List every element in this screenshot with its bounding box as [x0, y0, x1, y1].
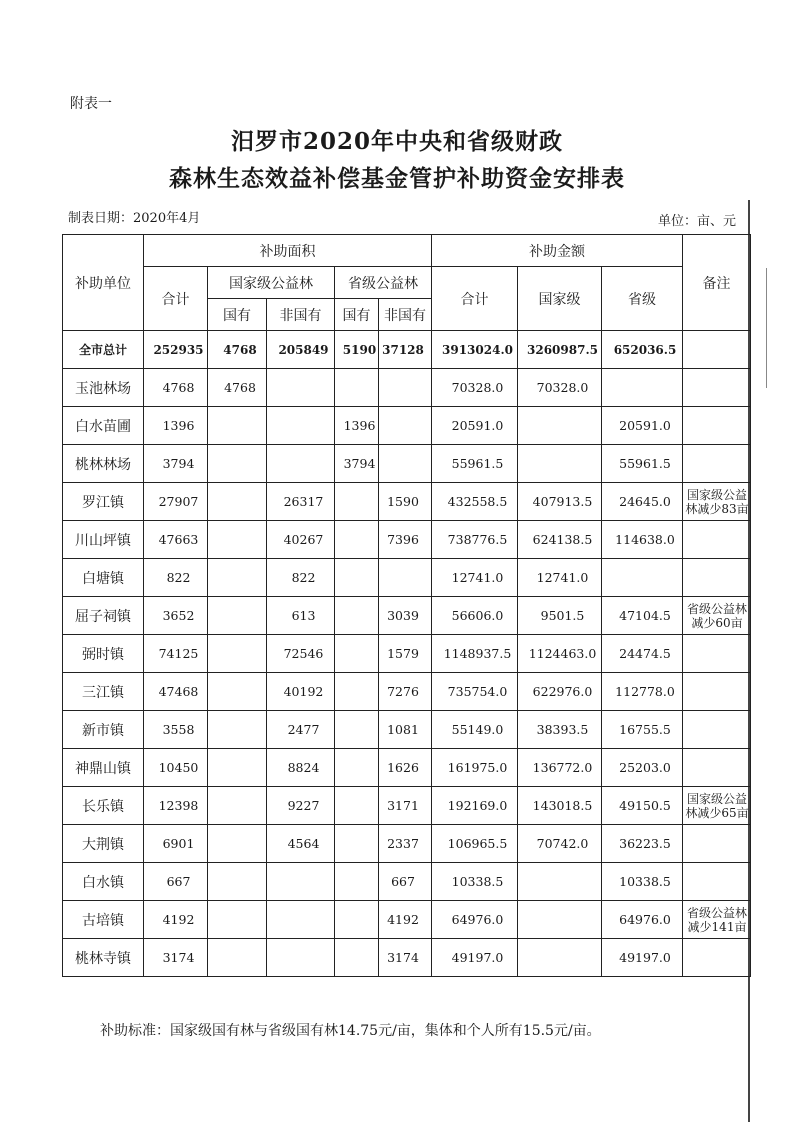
table-unit: 单位：亩、元	[658, 214, 737, 229]
cell-amount-provincial	[602, 559, 683, 597]
table-row	[63, 673, 751, 711]
cell-amount-total: 55149.0	[432, 711, 518, 749]
cell-remark	[683, 559, 751, 597]
cell-amount-total: 106965.5	[432, 825, 518, 863]
table-row	[63, 483, 751, 521]
cell-provincial-state: 1396	[335, 407, 379, 445]
cell-amount-national: 1124463.0	[518, 635, 602, 673]
cell-national-non-state: 822	[267, 559, 335, 597]
cell-national-state	[208, 711, 267, 749]
cell-unit-name: 罗江镇	[63, 483, 144, 521]
cell-amount-provincial: 20591.0	[602, 407, 683, 445]
cell-remark	[683, 673, 751, 711]
cell-area-total: 3652	[144, 597, 208, 635]
cell-provincial-state	[335, 901, 379, 939]
cell-unit-name: 白塘镇	[63, 559, 144, 597]
cell-area-total: 3174	[144, 939, 208, 977]
cell-national-state	[208, 863, 267, 901]
cell-amount-provincial: 36223.5	[602, 825, 683, 863]
cell-national-state: 4768	[208, 331, 267, 369]
cell-amount-national: 70328.0	[518, 369, 602, 407]
cell-amount-national: 38393.5	[518, 711, 602, 749]
cell-provincial-state	[335, 749, 379, 787]
header-provincial-state: 国有	[335, 299, 379, 331]
cell-unit-name: 神鼎山镇	[63, 749, 144, 787]
cell-remark	[683, 445, 751, 483]
cell-amount-total: 10338.5	[432, 863, 518, 901]
cell-provincial-non-state	[379, 559, 432, 597]
cell-amount-total: 56606.0	[432, 597, 518, 635]
cell-national-non-state	[267, 445, 335, 483]
cell-national-non-state: 2477	[267, 711, 335, 749]
cell-area-total: 3558	[144, 711, 208, 749]
cell-amount-national: 12741.0	[518, 559, 602, 597]
cell-amount-total: 55961.5	[432, 445, 518, 483]
cell-amount-provincial: 25203.0	[602, 749, 683, 787]
table-row	[63, 521, 751, 559]
cell-unit-name: 屈子祠镇	[63, 597, 144, 635]
cell-provincial-non-state: 3039	[379, 597, 432, 635]
cell-remark	[683, 749, 751, 787]
header-remark: 备注	[683, 235, 751, 331]
cell-provincial-state	[335, 521, 379, 559]
header-national-state: 国有	[208, 299, 267, 331]
cell-amount-provincial: 652036.5	[602, 331, 683, 369]
cell-amount-national: 143018.5	[518, 787, 602, 825]
header-national-non-state: 非国有	[267, 299, 335, 331]
cell-national-state	[208, 407, 267, 445]
cell-unit-name: 川山坪镇	[63, 521, 144, 559]
cell-provincial-non-state: 2337	[379, 825, 432, 863]
table-row	[63, 369, 751, 407]
table-body	[63, 331, 751, 977]
table-row	[63, 559, 751, 597]
cell-remark	[683, 369, 751, 407]
cell-provincial-non-state	[379, 445, 432, 483]
cell-national-non-state	[267, 863, 335, 901]
cell-amount-provincial: 49150.5	[602, 787, 683, 825]
cell-amount-provincial: 10338.5	[602, 863, 683, 901]
cell-amount-total: 3913024.0	[432, 331, 518, 369]
scan-edge-line-secondary	[766, 268, 767, 388]
table-row	[63, 407, 751, 445]
cell-provincial-state	[335, 711, 379, 749]
cell-national-non-state	[267, 407, 335, 445]
cell-provincial-non-state: 7276	[379, 673, 432, 711]
table-row	[63, 825, 751, 863]
cell-remark: 省级公益林减少60亩	[683, 597, 751, 635]
cell-provincial-state: 3794	[335, 445, 379, 483]
cell-national-non-state	[267, 901, 335, 939]
cell-national-state	[208, 445, 267, 483]
cell-national-state	[208, 635, 267, 673]
cell-provincial-state	[335, 483, 379, 521]
cell-national-state	[208, 559, 267, 597]
cell-provincial-non-state	[379, 407, 432, 445]
cell-provincial-non-state: 7396	[379, 521, 432, 559]
cell-unit-name: 白水镇	[63, 863, 144, 901]
cell-provincial-non-state: 1590	[379, 483, 432, 521]
cell-amount-national: 407913.5	[518, 483, 602, 521]
cell-area-total: 3794	[144, 445, 208, 483]
cell-national-non-state: 4564	[267, 825, 335, 863]
cell-national-non-state: 205849	[267, 331, 335, 369]
cell-unit-name: 大荆镇	[63, 825, 144, 863]
cell-national-state	[208, 673, 267, 711]
cell-area-total: 6901	[144, 825, 208, 863]
page-subtitle: 森林生态效益补偿基金管护补助资金安排表	[169, 165, 625, 192]
cell-amount-provincial: 114638.0	[602, 521, 683, 559]
cell-national-non-state: 9227	[267, 787, 335, 825]
cell-provincial-state	[335, 825, 379, 863]
cell-area-total: 4768	[144, 369, 208, 407]
cell-remark	[683, 863, 751, 901]
cell-amount-provincial: 47104.5	[602, 597, 683, 635]
cell-amount-national: 3260987.5	[518, 331, 602, 369]
cell-remark: 国家级公益林减少65亩	[683, 787, 751, 825]
appendix-label: 附表一	[70, 96, 112, 112]
header-provincial-forest: 省级公益林	[335, 267, 432, 299]
cell-provincial-state	[335, 863, 379, 901]
table-row	[63, 787, 751, 825]
cell-unit-name: 桃林寺镇	[63, 939, 144, 977]
cell-area-total: 252935	[144, 331, 208, 369]
cell-provincial-non-state: 37128	[379, 331, 432, 369]
cell-provincial-non-state: 1081	[379, 711, 432, 749]
cell-amount-national: 70742.0	[518, 825, 602, 863]
header-amount-provincial: 省级	[602, 267, 683, 331]
cell-unit-name: 玉池林场	[63, 369, 144, 407]
cell-remark: 省级公益林减少141亩	[683, 901, 751, 939]
cell-unit-name: 长乐镇	[63, 787, 144, 825]
cell-national-non-state	[267, 939, 335, 977]
header-area: 补助面积	[144, 235, 432, 267]
cell-amount-national: 622976.0	[518, 673, 602, 711]
cell-amount-provincial	[602, 369, 683, 407]
cell-amount-total: 432558.5	[432, 483, 518, 521]
header-amount: 补助金额	[432, 235, 683, 267]
cell-provincial-state	[335, 597, 379, 635]
cell-amount-national	[518, 863, 602, 901]
cell-area-total: 27907	[144, 483, 208, 521]
cell-remark	[683, 711, 751, 749]
cell-provincial-state	[335, 369, 379, 407]
table-row	[63, 939, 751, 977]
cell-unit-name: 弼时镇	[63, 635, 144, 673]
cell-national-non-state: 40267	[267, 521, 335, 559]
cell-amount-national: 136772.0	[518, 749, 602, 787]
cell-area-total: 74125	[144, 635, 208, 673]
cell-remark	[683, 521, 751, 559]
cell-unit-name: 三江镇	[63, 673, 144, 711]
table-date: 制表日期：2020年4月	[68, 211, 201, 226]
cell-amount-national: 9501.5	[518, 597, 602, 635]
cell-national-state	[208, 749, 267, 787]
cell-area-total: 47663	[144, 521, 208, 559]
cell-amount-total: 192169.0	[432, 787, 518, 825]
subsidy-standard-note: 补助标准：国家级国有林与省级国有林14.75元/亩，集体和个人所有15.5元/亩。	[100, 1023, 601, 1039]
table-row	[63, 749, 751, 787]
cell-remark	[683, 407, 751, 445]
header-unit: 补助单位	[63, 235, 144, 331]
cell-amount-national	[518, 407, 602, 445]
cell-national-non-state: 26317	[267, 483, 335, 521]
cell-area-total: 822	[144, 559, 208, 597]
cell-national-non-state: 8824	[267, 749, 335, 787]
cell-national-non-state: 40192	[267, 673, 335, 711]
cell-amount-provincial: 64976.0	[602, 901, 683, 939]
table-row	[63, 901, 751, 939]
cell-amount-total: 20591.0	[432, 407, 518, 445]
cell-national-state	[208, 521, 267, 559]
cell-provincial-state	[335, 673, 379, 711]
header-amount-national: 国家级	[518, 267, 602, 331]
cell-unit-name: 桃林林场	[63, 445, 144, 483]
cell-area-total: 667	[144, 863, 208, 901]
cell-amount-provincial: 49197.0	[602, 939, 683, 977]
cell-area-total: 1396	[144, 407, 208, 445]
cell-area-total: 4192	[144, 901, 208, 939]
cell-unit-name: 新市镇	[63, 711, 144, 749]
cell-national-non-state	[267, 369, 335, 407]
subsidy-table	[62, 234, 751, 977]
cell-amount-total: 738776.5	[432, 521, 518, 559]
cell-remark: 国家级公益林减少83亩	[683, 483, 751, 521]
cell-provincial-non-state: 3174	[379, 939, 432, 977]
cell-amount-total: 12741.0	[432, 559, 518, 597]
cell-amount-provincial: 16755.5	[602, 711, 683, 749]
cell-national-state	[208, 787, 267, 825]
cell-unit-name: 古培镇	[63, 901, 144, 939]
page-title: 汨罗市2020年中央和省级财政	[230, 128, 563, 155]
cell-provincial-non-state: 1579	[379, 635, 432, 673]
table-row	[63, 863, 751, 901]
cell-national-state	[208, 483, 267, 521]
cell-national-non-state: 72546	[267, 635, 335, 673]
cell-amount-provincial: 24474.5	[602, 635, 683, 673]
cell-remark	[683, 635, 751, 673]
cell-national-state: 4768	[208, 369, 267, 407]
cell-remark	[683, 825, 751, 863]
cell-amount-provincial: 55961.5	[602, 445, 683, 483]
cell-remark	[683, 939, 751, 977]
table-row	[63, 445, 751, 483]
table-row	[63, 635, 751, 673]
cell-provincial-state	[335, 787, 379, 825]
cell-provincial-non-state: 667	[379, 863, 432, 901]
header-amount-total: 合计	[432, 267, 518, 331]
cell-provincial-state	[335, 635, 379, 673]
cell-national-state	[208, 939, 267, 977]
cell-amount-total: 735754.0	[432, 673, 518, 711]
cell-amount-national	[518, 901, 602, 939]
cell-provincial-non-state: 4192	[379, 901, 432, 939]
cell-provincial-state: 5190	[335, 331, 379, 369]
cell-amount-national	[518, 939, 602, 977]
cell-national-state	[208, 901, 267, 939]
cell-amount-total: 70328.0	[432, 369, 518, 407]
cell-national-state	[208, 825, 267, 863]
cell-provincial-non-state: 1626	[379, 749, 432, 787]
cell-amount-total: 49197.0	[432, 939, 518, 977]
cell-amount-national	[518, 445, 602, 483]
cell-remark	[683, 331, 751, 369]
cell-national-non-state: 613	[267, 597, 335, 635]
cell-provincial-non-state	[379, 369, 432, 407]
cell-national-state	[208, 597, 267, 635]
cell-area-total: 12398	[144, 787, 208, 825]
cell-unit-name: 全市总计	[63, 331, 144, 369]
cell-amount-total: 161975.0	[432, 749, 518, 787]
cell-amount-provincial: 112778.0	[602, 673, 683, 711]
cell-amount-total: 64976.0	[432, 901, 518, 939]
cell-amount-total: 1148937.5	[432, 635, 518, 673]
table-row-total	[63, 331, 751, 369]
cell-provincial-state	[335, 939, 379, 977]
cell-amount-provincial: 24645.0	[602, 483, 683, 521]
header-national-forest: 国家级公益林	[208, 267, 335, 299]
cell-provincial-state	[335, 559, 379, 597]
table-row	[63, 597, 751, 635]
cell-unit-name: 白水苗圃	[63, 407, 144, 445]
header-provincial-non-state: 非国有	[379, 299, 432, 331]
cell-provincial-non-state: 3171	[379, 787, 432, 825]
cell-amount-national: 624138.5	[518, 521, 602, 559]
cell-area-total: 47468	[144, 673, 208, 711]
table-row	[63, 711, 751, 749]
header-area-total: 合计	[144, 267, 208, 331]
cell-area-total: 10450	[144, 749, 208, 787]
